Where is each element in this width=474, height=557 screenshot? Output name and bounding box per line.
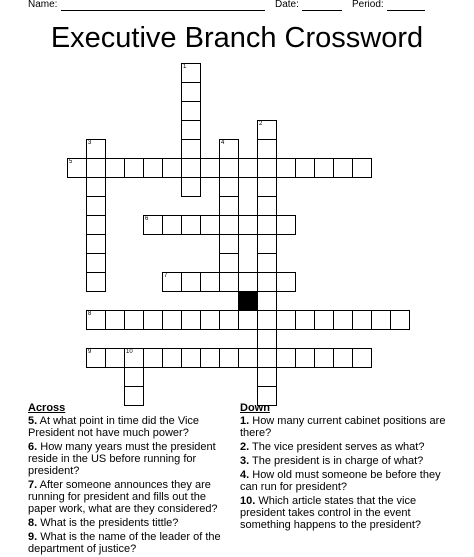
crossword-cell[interactable]: [86, 139, 106, 159]
crossword-cell[interactable]: [181, 63, 201, 83]
across-clue: [28, 517, 228, 529]
crossword-cell[interactable]: [200, 348, 220, 368]
cell-number: 8: [88, 311, 92, 317]
period-label: Period:: [352, 0, 384, 10]
crossword-cell[interactable]: [257, 291, 277, 311]
clue-number: 6.: [28, 441, 38, 453]
down-clue-list: [240, 415, 450, 531]
crossword-cell[interactable]: [181, 120, 201, 140]
crossword-cell[interactable]: [257, 177, 277, 197]
crossword-cell[interactable]: [257, 253, 277, 273]
cell-number: 7: [164, 273, 168, 279]
cell-number: 2: [259, 121, 263, 127]
clue-number: 5.: [28, 415, 38, 427]
cell-number: 5: [69, 159, 73, 165]
crossword-cell[interactable]: [257, 215, 277, 235]
crossword-cell[interactable]: [86, 215, 106, 235]
crossword-cell[interactable]: [257, 272, 277, 292]
crossword-cell[interactable]: [295, 158, 315, 178]
down-clue: [240, 455, 450, 467]
crossword-cell[interactable]: [314, 348, 334, 368]
crossword-cell[interactable]: [86, 158, 106, 178]
crossword-cell[interactable]: [181, 82, 201, 102]
crossword-cell[interactable]: [181, 215, 201, 235]
crossword-cell[interactable]: [86, 234, 106, 254]
crossword-cell[interactable]: [67, 158, 87, 178]
crossword-cell[interactable]: [181, 348, 201, 368]
crossword-cell[interactable]: [143, 348, 163, 368]
crossword-cell[interactable]: [162, 215, 182, 235]
crossword-cell[interactable]: [124, 310, 144, 330]
cell-number: 4: [221, 140, 225, 146]
crossword-cell[interactable]: [276, 348, 296, 368]
clue-text: The president is in charge of what?: [249, 455, 424, 467]
cell-number: 9: [88, 349, 92, 355]
cell-number: 3: [88, 140, 92, 146]
clue-number: 1.: [240, 415, 250, 427]
crossword-cell[interactable]: [257, 310, 277, 330]
clue-number: 2.: [240, 441, 250, 453]
crossword-cell[interactable]: [162, 272, 182, 292]
crossword-cell[interactable]: [295, 310, 315, 330]
down-clue: [240, 441, 450, 453]
across-clue: [28, 531, 228, 555]
clue-text: How many years must the president reside in the US before running for president?: [28, 441, 216, 477]
across-clue: [28, 415, 228, 439]
clue-text: How many current cabinet positions are there?: [240, 415, 446, 439]
crossword-cell[interactable]: [200, 215, 220, 235]
crossword-cell[interactable]: [219, 234, 239, 254]
crossword-cell[interactable]: [162, 310, 182, 330]
across-clue: [28, 441, 228, 477]
crossword-cell[interactable]: [276, 272, 296, 292]
crossword-cell[interactable]: [219, 139, 239, 159]
across-heading: Across: [28, 402, 66, 414]
crossword-cell[interactable]: [276, 215, 296, 235]
clue-text: What is the presidents tittle?: [37, 517, 179, 529]
crossword-cell[interactable]: [86, 253, 106, 273]
down-clues: [240, 402, 450, 533]
cell-number: 1: [183, 64, 187, 70]
crossword-cell[interactable]: [257, 367, 277, 387]
crossword-cell[interactable]: [238, 272, 258, 292]
crossword-cell[interactable]: [257, 234, 277, 254]
crossword-cell[interactable]: [352, 348, 372, 368]
crossword-cell[interactable]: [219, 215, 239, 235]
crossword-cell[interactable]: [105, 348, 125, 368]
crossword-cell[interactable]: [238, 348, 258, 368]
clue-number: 10.: [240, 495, 256, 507]
crossword-cell[interactable]: [105, 310, 125, 330]
crossword-cell[interactable]: [219, 253, 239, 273]
crossword-cell[interactable]: [390, 310, 410, 330]
crossword-cell[interactable]: [295, 348, 315, 368]
crossword-cell[interactable]: [143, 215, 163, 235]
cell-number: 6: [145, 216, 149, 222]
crossword-cell[interactable]: [238, 310, 258, 330]
crossword-cell[interactable]: [181, 101, 201, 121]
crossword-cell[interactable]: [219, 158, 239, 178]
crossword-cell[interactable]: [333, 310, 353, 330]
across-clue-list: [28, 415, 228, 555]
across-clue: [28, 479, 228, 515]
crossword-cell[interactable]: [314, 158, 334, 178]
crossword-cell[interactable]: [86, 196, 106, 216]
crossword-cell[interactable]: [181, 177, 201, 197]
crossword-cell[interactable]: [257, 196, 277, 216]
cell-number: 10: [126, 349, 133, 355]
crossword-cell[interactable]: [352, 310, 372, 330]
clue-text: After someone announces they are running for president and fills out the paper work, what are they considered?: [28, 479, 218, 515]
crossword-cell[interactable]: [352, 158, 372, 178]
crossword-cell[interactable]: [238, 215, 258, 235]
crossword-cell[interactable]: [86, 272, 106, 292]
crossword-cell[interactable]: [86, 348, 106, 368]
crossword-cell[interactable]: [257, 329, 277, 349]
name-label: Name:: [28, 0, 58, 10]
page-title: Executive Branch Crossword: [50, 22, 424, 54]
crossword-cell[interactable]: [124, 158, 144, 178]
crossword-cell[interactable]: [181, 139, 201, 159]
down-clue: [240, 495, 450, 531]
crossword-cell[interactable]: [314, 310, 334, 330]
down-clue: [240, 415, 450, 439]
crossword-cell[interactable]: [181, 310, 201, 330]
crossword-cell[interactable]: [257, 120, 277, 140]
crossword-cell[interactable]: [276, 158, 296, 178]
crossword-cell[interactable]: [333, 158, 353, 178]
across-clues: [28, 402, 228, 557]
clue-text: The vice president serves as what?: [249, 441, 425, 453]
crossword-cell[interactable]: [200, 272, 220, 292]
crossword-cell[interactable]: [276, 310, 296, 330]
clue-text: How old must someone be before they can run for president?: [240, 469, 441, 493]
crossword-cell[interactable]: [219, 196, 239, 216]
date-label: Date:: [275, 0, 299, 10]
clue-text: At what point in time did the Vice President not have much power?: [28, 415, 200, 439]
crossword-cell[interactable]: [219, 348, 239, 368]
crossword-cell[interactable]: [86, 177, 106, 197]
crossword-cell[interactable]: [143, 158, 163, 178]
clue-number: 7.: [28, 479, 38, 491]
clue-text: What is the name of the leader of the department of justice?: [28, 531, 221, 555]
crossword-cell[interactable]: [162, 348, 182, 368]
crossword-cell[interactable]: [333, 348, 353, 368]
clue-number: 8.: [28, 517, 38, 529]
black-cell: [238, 291, 258, 311]
crossword-cell[interactable]: [181, 158, 201, 178]
crossword-cell[interactable]: [257, 348, 277, 368]
crossword-cell[interactable]: [238, 158, 258, 178]
down-heading: Down: [240, 402, 270, 414]
clue-number: 3.: [240, 455, 250, 467]
clue-number: 9.: [28, 531, 38, 543]
crossword-cell[interactable]: [200, 158, 220, 178]
clue-text: Which article states that the vice president takes control in the event something happens to the president?: [240, 495, 422, 531]
crossword-cell[interactable]: [143, 310, 163, 330]
crossword-cell[interactable]: [105, 158, 125, 178]
down-clue: [240, 469, 450, 493]
crossword-cell[interactable]: [124, 348, 144, 368]
crossword-cell[interactable]: [257, 139, 277, 159]
crossword-cell[interactable]: [124, 367, 144, 387]
crossword-cell[interactable]: [162, 158, 182, 178]
crossword-cell[interactable]: [219, 272, 239, 292]
crossword-cell[interactable]: [257, 158, 277, 178]
crossword-cell[interactable]: [219, 310, 239, 330]
crossword-cell[interactable]: [219, 177, 239, 197]
crossword-cell[interactable]: [371, 310, 391, 330]
crossword-cell[interactable]: [181, 272, 201, 292]
crossword-cell[interactable]: [200, 310, 220, 330]
crossword-cell[interactable]: [86, 310, 106, 330]
clue-number: 4.: [240, 469, 250, 481]
